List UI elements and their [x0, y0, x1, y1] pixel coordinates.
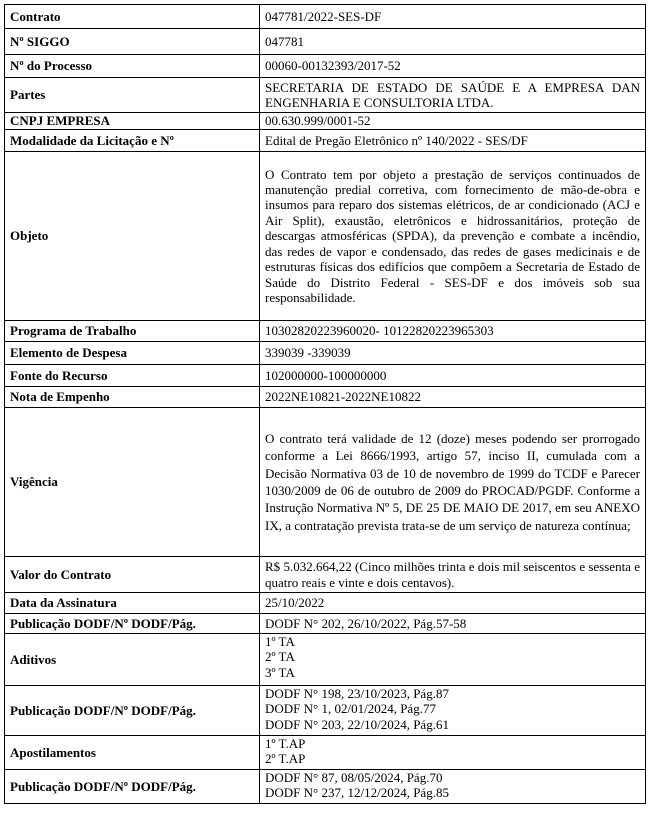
label-empenho: Nota de Empenho [5, 387, 260, 408]
row-elemento [5, 342, 646, 365]
value-siggo: 047781 [260, 29, 646, 55]
label-aditivos: Aditivos [5, 634, 260, 686]
value-publicacao-apostilamentos [260, 770, 646, 804]
row-aditivos [5, 634, 646, 686]
label-publicacao-apostilamentos: Publicação DODF/Nº DODF/Pág. [5, 770, 260, 804]
publicacao-item: DODF N° 237, 12/12/2024, Pág.85 [265, 785, 449, 801]
label-data-assinatura: Data da Assinatura [5, 593, 260, 614]
label-contrato: Contrato [5, 5, 260, 29]
row-publicacao-apostilamentos [5, 770, 646, 804]
row-objeto [5, 152, 646, 321]
row-contrato [5, 5, 646, 29]
value-vigencia: O contrato terá validade de 12 (doze) meses podendo ser prorrogado conforme a Lei 8666/1993, artigo 57, inciso II, cumulada com a Decisão Normativa 03 de 10 de novembro de 1999 do TCDF e Parecer 1030/2009 de 06 de outubro de 2009 do PROCAD/PGDF. Conforme a Instrução Normativa Nº 5, DE 25 DE MAIO DE 2017, em seu ANEXO IX, a contratação prevista trata-se de um serviço de natureza contínua; [260, 408, 646, 557]
label-publicacao-aditivos: Publicação DODF/Nº DODF/Pág. [5, 686, 260, 736]
row-data-assinatura [5, 593, 646, 614]
aditivo-item: 2º TA [265, 649, 295, 665]
value-contrato: 047781/2022-SES-DF [260, 5, 646, 29]
value-elemento: 339039 -339039 [260, 342, 646, 365]
publicacao-item: DODF N° 1, 02/01/2024, Pág.77 [265, 701, 436, 717]
value-apostilamentos [260, 736, 646, 770]
label-objeto: Objeto [5, 152, 260, 321]
value-modalidade: Edital de Pregão Eletrônico nº 140/2022 - SES/DF [260, 130, 646, 152]
value-cnpj: 00.630.999/0001-52 [260, 113, 646, 130]
row-publicacao-aditivos [5, 686, 646, 736]
apostilamento-item: 1º T.AP [265, 736, 306, 751]
value-objeto: O Contrato tem por objeto a prestação de serviços continuados de manutenção predial corretiva, com fornecimento de mão-de-obra e insumos para reparo dos sistemas elétricos, de ar condicionado (ACJ e Air Split), exaustão, eletrônicos e hidrossanitários, proteção de descargas atmosféricas (SPDA), da prevenção e combate a incêndio, das redes de vapor e condensado, das redes de gases medicinais e de estruturas físicas dos edifícios que compõem a Secretaria de Estado de Saúde do Distrito Federal - SES-DF e dos imóveis sob sua responsabilidade. [260, 152, 646, 321]
label-siggo: Nº SIGGO [5, 29, 260, 55]
value-data-assinatura: 25/10/2022 [260, 593, 646, 614]
value-publicacao-aditivos [260, 686, 646, 736]
apostilamento-item: 2º T.AP [265, 751, 306, 767]
row-processo [5, 55, 646, 78]
label-cnpj: CNPJ EMPRESA [5, 113, 260, 130]
publicacao-item: DODF N° 203, 22/10/2024, Pág.61 [265, 716, 449, 732]
label-programa: Programa de Trabalho [5, 321, 260, 342]
aditivo-item: 1º TA [265, 634, 295, 649]
row-publicacao-contrato [5, 614, 646, 634]
label-vigencia: Vigência [5, 408, 260, 557]
row-partes [5, 78, 646, 113]
row-vigencia [5, 408, 646, 557]
value-processo: 00060-00132393/2017-52 [260, 55, 646, 78]
contract-details-table [4, 4, 646, 804]
contract-summary-document [4, 4, 644, 804]
publicacao-item: DODF N° 87, 08/05/2024, Pág.70 [265, 770, 443, 785]
aditivo-item: 3º TA [265, 664, 295, 680]
label-apostilamentos: Apostilamentos [5, 736, 260, 770]
label-publicacao-contrato: Publicação DODF/Nº DODF/Pág. [5, 614, 260, 634]
value-empenho: 2022NE10821-2022NE10822 [260, 387, 646, 408]
value-publicacao-contrato: DODF N° 202, 26/10/2022, Pág.57-58 [260, 614, 646, 634]
label-valor: Valor do Contrato [5, 557, 260, 593]
row-empenho [5, 387, 646, 408]
value-valor: R$ 5.032.664,22 (Cinco milhões trinta e dois mil seiscentos e sessenta e quatro reais e vinte e dois centavos). [260, 557, 646, 593]
row-cnpj [5, 113, 646, 130]
row-fonte [5, 365, 646, 387]
row-valor [5, 557, 646, 593]
value-fonte: 102000000-100000000 [260, 365, 646, 387]
value-programa: 10302820223960020- 10122820223965303 [260, 321, 646, 342]
row-programa [5, 321, 646, 342]
label-modalidade: Modalidade da Licitação e Nº [5, 130, 260, 152]
label-partes: Partes [5, 78, 260, 113]
row-modalidade [5, 130, 646, 152]
label-elemento: Elemento de Despesa [5, 342, 260, 365]
value-aditivos [260, 634, 646, 686]
label-fonte: Fonte do Recurso [5, 365, 260, 387]
row-siggo [5, 29, 646, 55]
row-apostilamentos [5, 736, 646, 770]
label-processo: Nº do Processo [5, 55, 260, 78]
publicacao-item: DODF N° 198, 23/10/2023, Pág.87 [265, 686, 449, 701]
value-partes: SECRETARIA DE ESTADO DE SAÚDE E A EMPRESA DAN ENGENHARIA E CONSULTORIA LTDA. [260, 78, 646, 113]
